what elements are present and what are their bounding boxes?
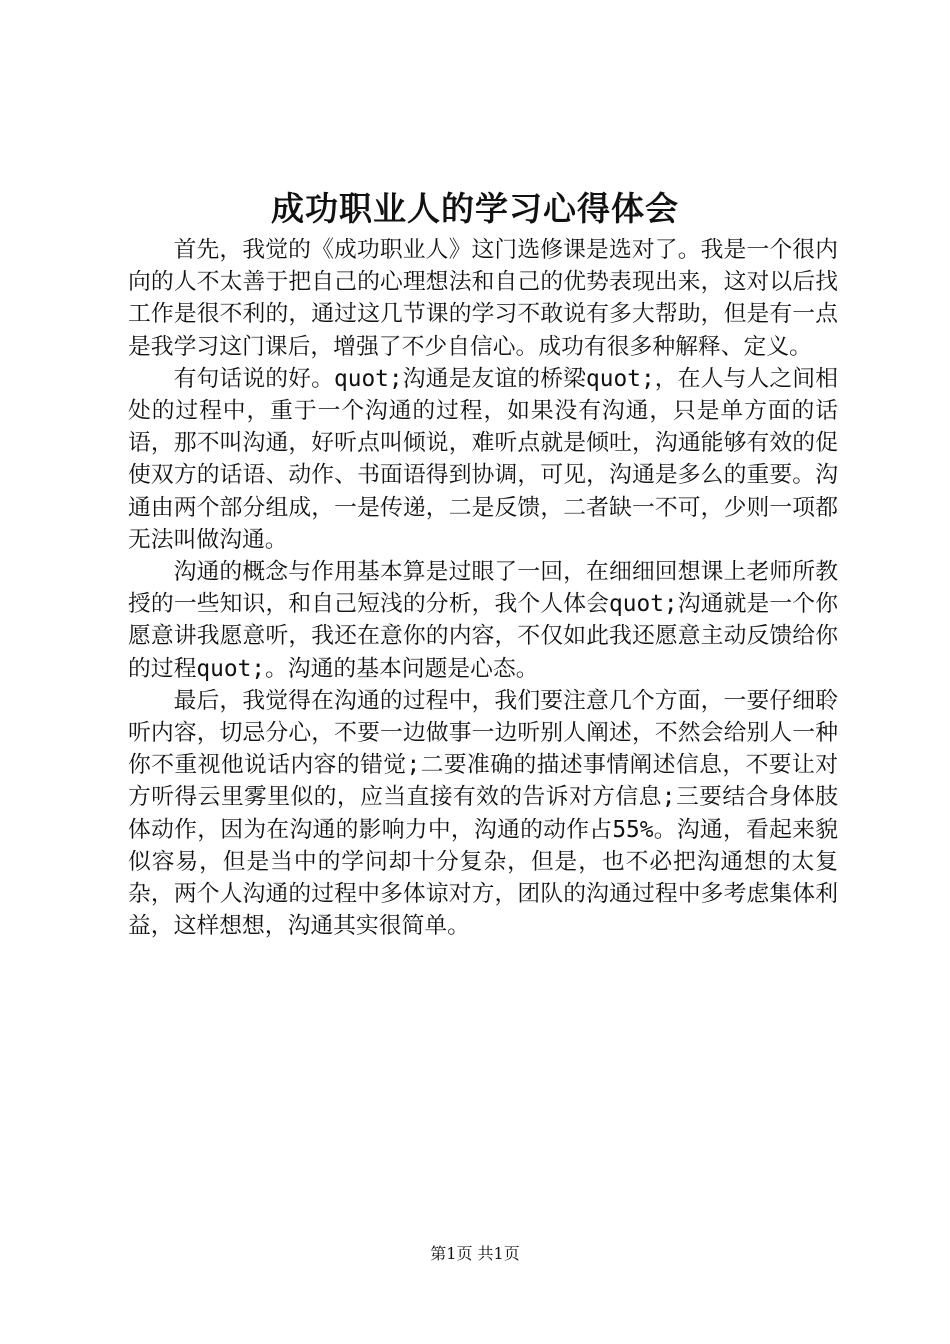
document-body (128, 234, 838, 942)
paragraph-1: 首先，我觉的《成功职业人》这门选修课是选对了。我是一个很内向的人不太善于把自己的心理想法和自己的优势表现出来，这对以后找工作是很不利的，通过这几节课的学习不敢说有多大帮助，但是有一点是我学习这门课后，增强了不少自信心。成功有很多种解释、定义。 (128, 237, 838, 360)
paragraph-3: 沟通的概念与作用基本算是过眼了一回，在细细回想课上老师所教授的一些知识，和自己短浅的分析，我个人体会quot;沟通就是一个你愿意讲我愿意听，我还在意你的内容，不仅如此我还愿意主动反馈给你的过程quot;。沟通的基本问题是心态。 (128, 559, 838, 682)
paragraph-4: 最后，我觉得在沟通的过程中，我们要注意几个方面，一要仔细聆听内容，切忌分心，不要一边做事一边听别人阐述，不然会给别人一种你不重视他说话内容的错觉;二要准确的描述事情阐述信息，不要让对方听得云里雾里似的，应当直接有效的告诉对方信息;三要结合身体肢体动作，因为在沟通的影响力中，沟通的动作占55%。沟通，看起来貌似容易，但是当中的学问却十分复杂，但是，也不必把沟通想的太复杂，两个人沟通的过程中多体谅对方，团队的沟通过程中多考虑集体利益，这样想想，沟通其实很简单。 (128, 687, 838, 940)
document-title: 成功职业人的学习心得体会 (271, 189, 679, 228)
page-footer: 第1页 共1页 (430, 1244, 520, 1263)
paragraph-2: 有句话说的好。quot;沟通是友谊的桥梁quot;，在人与人之间相处的过程中，重于一个沟通的过程，如果没有沟通，只是单方面的话语，那不叫沟通，好听点叫倾说，难听点就是倾吐，沟通能够有效的促使双方的话语、动作、书面语得到协调，可见，沟通是多么的重要。沟通由两个部分组成，一是传递，二是反馈，二者缺一不可，少则一项都无法叫做沟通。 (128, 365, 838, 553)
